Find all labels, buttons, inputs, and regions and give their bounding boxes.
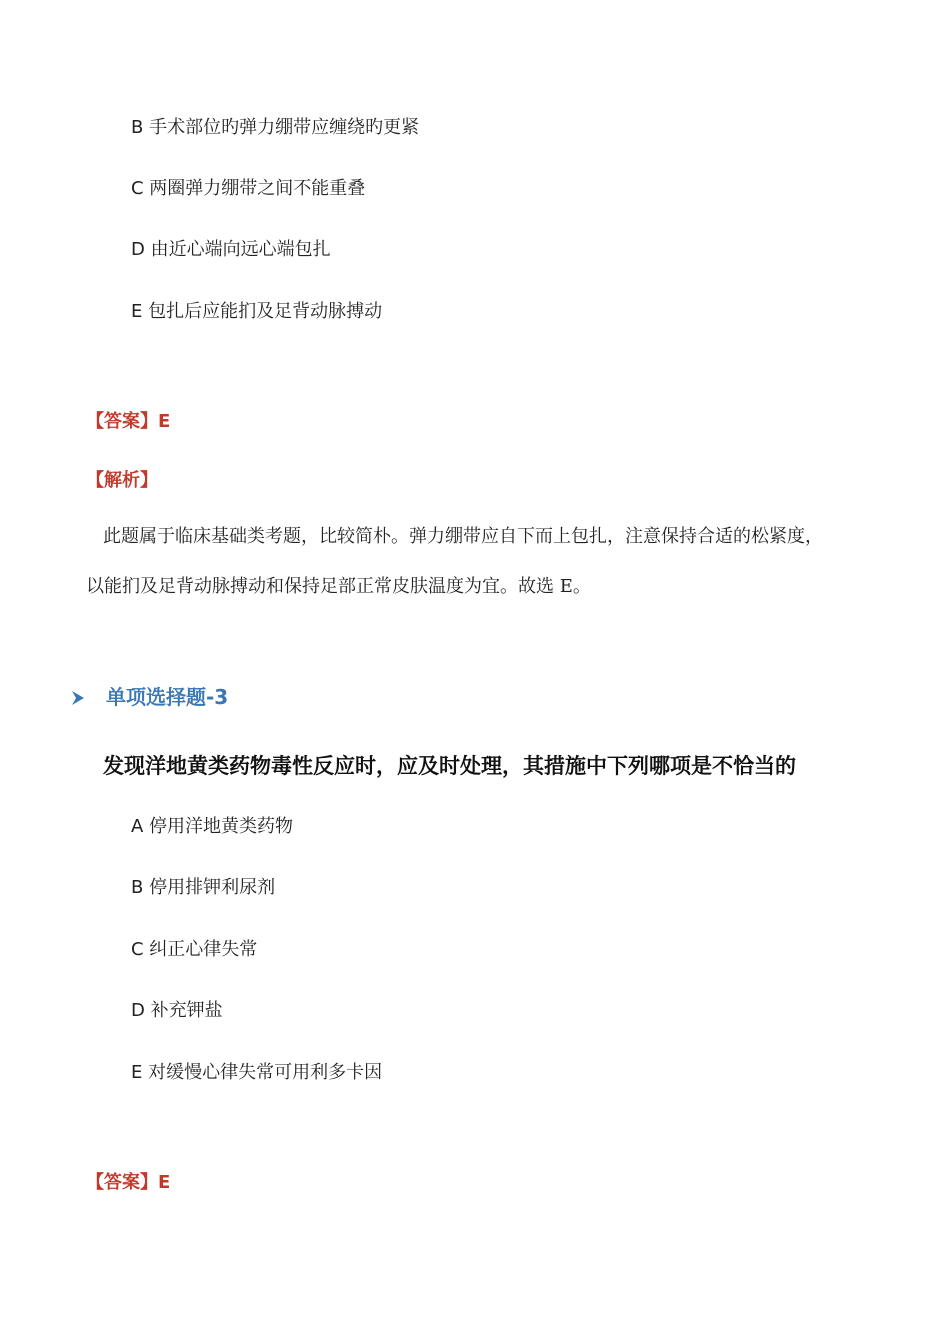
q3-question: 发现洋地黄类药物毒性反应时，应及时处理，其措施中下列哪项是不恰当的 bbox=[103, 754, 796, 778]
q3-answer bbox=[86, 1171, 170, 1195]
q2-option-d: D 由近心端向远心端包扎 bbox=[131, 239, 331, 260]
q2-answer bbox=[86, 410, 170, 434]
answer-label: 【答案】 bbox=[86, 1172, 158, 1193]
q2-explain-line-1: 此题属于临床基础类考题，比较简朴。弹力绷带应自下而上包扎，注意保持合适的松紧度， bbox=[103, 526, 823, 547]
q3-option-b: B 停用排钾利尿剂 bbox=[131, 877, 276, 898]
section-title-text: 单项选择题-3 bbox=[106, 685, 229, 709]
section-title-q3 bbox=[72, 683, 228, 711]
answer-value: E bbox=[158, 1172, 171, 1193]
q2-option-c: C 两圈弹力绷带之间不能重叠 bbox=[131, 178, 366, 199]
q2-explain-label: 【解析】 bbox=[86, 470, 158, 491]
answer-label: 【答案】 bbox=[86, 411, 158, 432]
answer-value: E bbox=[158, 411, 171, 432]
q2-option-b: B 手术部位旳弹力绷带应缠绕旳更紧 bbox=[131, 117, 420, 138]
q3-option-c: C 纠正心律失常 bbox=[131, 939, 258, 960]
q3-option-a: A 停用洋地黄类药物 bbox=[131, 816, 294, 837]
q2-option-e: E 包扎后应能扪及足背动脉搏动 bbox=[131, 301, 383, 322]
q3-option-e: E 对缓慢心律失常可用利多卡因 bbox=[131, 1062, 383, 1083]
q3-option-d: D 补充钾盐 bbox=[131, 1000, 223, 1021]
arrow-bullet-icon bbox=[72, 691, 84, 705]
q2-explain-line-2: 以能扪及足背动脉搏动和保持足部正常皮肤温度为宜。故选 E。 bbox=[86, 576, 591, 597]
